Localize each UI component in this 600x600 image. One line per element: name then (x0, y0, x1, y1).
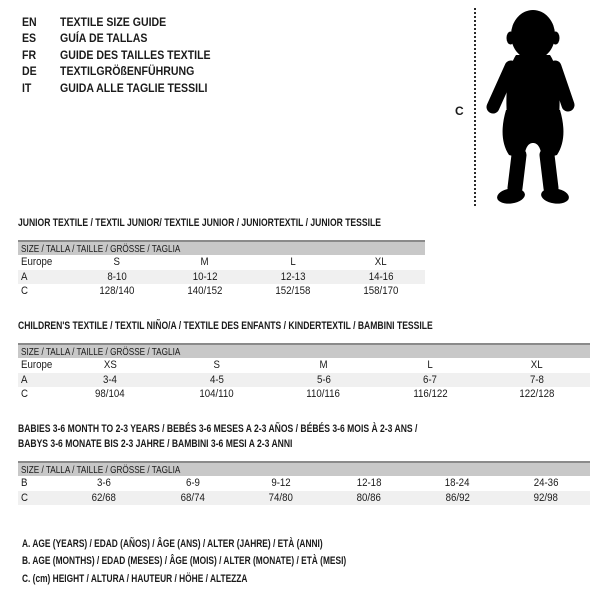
language-row (22, 47, 231, 63)
table-header-label: SIZE / TALLA / TAILLE / GRÖSSE / TAGLIA (21, 345, 181, 358)
table-rows (18, 255, 425, 299)
table-cell: 116/122 (412, 388, 448, 401)
table-cell: 98/104 (95, 388, 126, 401)
language-list (22, 14, 231, 96)
table-cell: 12-18 (356, 477, 382, 490)
children-textile-section (18, 319, 590, 407)
table-row (18, 476, 590, 491)
row-label: A (21, 270, 28, 283)
language-row (22, 63, 231, 79)
table-cell: 3-4 (103, 373, 118, 386)
baby-silhouette-icon (478, 5, 588, 207)
junior-textile-section (18, 216, 425, 304)
language-label: GUIDA ALLE TAGLIE TESSILI (60, 80, 208, 95)
table-cell: S (213, 359, 221, 372)
table-cell: M (200, 256, 210, 269)
table-row (18, 255, 425, 270)
table-cell: 18-24 (445, 477, 470, 490)
table-cell: 122/128 (519, 388, 555, 401)
table-cell: 68/74 (180, 491, 205, 504)
table-cell: 104/110 (199, 388, 235, 401)
table-row (18, 387, 590, 402)
table-cell: L (290, 256, 296, 269)
language-row (22, 80, 231, 96)
measurement-legend (22, 536, 449, 588)
table-title-line: CHILDREN'S TEXTILE / TEXTIL NIÑO/A / TEXTILE DES ENFANTS / KINDERTEXTIL / BAMBINI TESSILE (18, 320, 433, 332)
table-cell: 62/68 (92, 491, 117, 504)
table-cell: 9-12 (271, 477, 291, 490)
table-cell: L (427, 359, 433, 372)
junior-table-title (18, 216, 483, 231)
table-cell: 3-6 (97, 477, 112, 490)
table-header-label: SIZE / TALLA / TAILLE / GRÖSSE / TAGLIA (21, 463, 181, 476)
language-label: GUIDE DES TAILLES TEXTILE (60, 47, 211, 62)
row-label: B (21, 477, 28, 490)
table-cell: 128/140 (99, 285, 135, 298)
children-table-title (18, 319, 550, 334)
table-cell: 4-5 (209, 373, 224, 386)
table-rows (18, 476, 590, 505)
table-header-bar (18, 343, 590, 358)
table-cell: 7-8 (529, 373, 544, 386)
table-row (18, 373, 590, 388)
row-label: A (21, 373, 28, 386)
table-row (18, 358, 590, 373)
language-code: EN (22, 15, 37, 29)
babies-textile-section (18, 422, 590, 512)
table-cell: S (113, 256, 121, 269)
table-cell: XL (530, 359, 543, 372)
table-cell: 14-16 (368, 270, 394, 283)
table-cell: 140/152 (187, 285, 223, 298)
language-row (22, 14, 231, 30)
legend-line: B. AGE (MONTHS) / EDAD (MESES) / ÂGE (MOIS) / ALTER (MONATE) / ETÀ (MESI) (22, 555, 347, 568)
table-cell: 24-36 (533, 477, 559, 490)
table-cell: 5-6 (316, 373, 331, 386)
table-title-line: JUNIOR TEXTILE / TEXTIL JUNIOR/ TEXTILE JUNIOR / JUNIORTEXTIL / JUNIOR TESSILE (18, 217, 381, 229)
table-header-bar (18, 461, 590, 476)
table-cell: M (319, 359, 328, 372)
language-row (22, 30, 231, 46)
babies-size-table (18, 461, 590, 505)
height-measure-label: C (455, 104, 464, 118)
junior-size-table (18, 240, 425, 299)
babies-table-title (18, 422, 530, 452)
table-row (18, 491, 590, 506)
table-cell: 152/158 (275, 285, 311, 298)
table-header-label: SIZE / TALLA / TAILLE / GRÖSSE / TAGLIA (21, 242, 181, 255)
table-row (18, 284, 425, 299)
table-cell: 74/80 (268, 491, 293, 504)
table-cell: 8-10 (107, 270, 127, 283)
table-cell: 158/170 (363, 285, 399, 298)
row-label: C (21, 285, 28, 298)
table-cell: 80/86 (357, 491, 382, 504)
table-title-line: BABIES 3-6 MONTH TO 2-3 YEARS / BEBÉS 3-6 MESES A 2-3 AÑOS / BÉBÉS 3-6 MOIS À 2-3 ANS / (18, 423, 418, 435)
table-cell: 6-9 (185, 477, 200, 490)
language-label: TEXTILGRÖßENFÜHRUNG (60, 64, 195, 79)
table-cell: 110/116 (306, 388, 341, 401)
height-measure-dotted-line (474, 8, 476, 206)
table-cell: 6-7 (423, 373, 438, 386)
table-row (18, 270, 425, 285)
children-size-table (18, 343, 590, 402)
language-label: GUÍA DE TALLAS (60, 31, 148, 46)
row-label: Europe (21, 256, 53, 269)
table-cell: XL (375, 256, 387, 269)
table-rows (18, 358, 590, 402)
table-cell: 92/98 (533, 491, 558, 504)
table-cell: XS (103, 359, 117, 372)
legend-line: A. AGE (YEARS) / EDAD (AÑOS) / ÂGE (ANS) / ALTER (JAHRE) / ETÀ (ANNI) (22, 538, 323, 550)
legend-line: C. (cm) HEIGHT / ALTURA / HAUTEUR / HÖHE / ALTEZZA (22, 572, 248, 585)
row-label: Europe (21, 359, 53, 372)
table-cell: 86/92 (445, 491, 470, 504)
table-title-line: BABYS 3-6 MONATE BIS 2-3 JAHRE / BAMBINI 3-6 MESI A 2-3 ANNI (18, 438, 293, 450)
row-label: C (21, 491, 28, 504)
table-cell: 10-12 (192, 270, 218, 283)
language-code: IT (22, 80, 32, 95)
row-label: C (21, 388, 28, 401)
language-label: TEXTILE SIZE GUIDE (60, 15, 167, 29)
table-cell: 12-13 (280, 270, 306, 283)
language-code: DE (22, 64, 37, 79)
table-header-bar (18, 240, 425, 255)
language-code: ES (22, 31, 37, 46)
language-code: FR (22, 47, 37, 62)
